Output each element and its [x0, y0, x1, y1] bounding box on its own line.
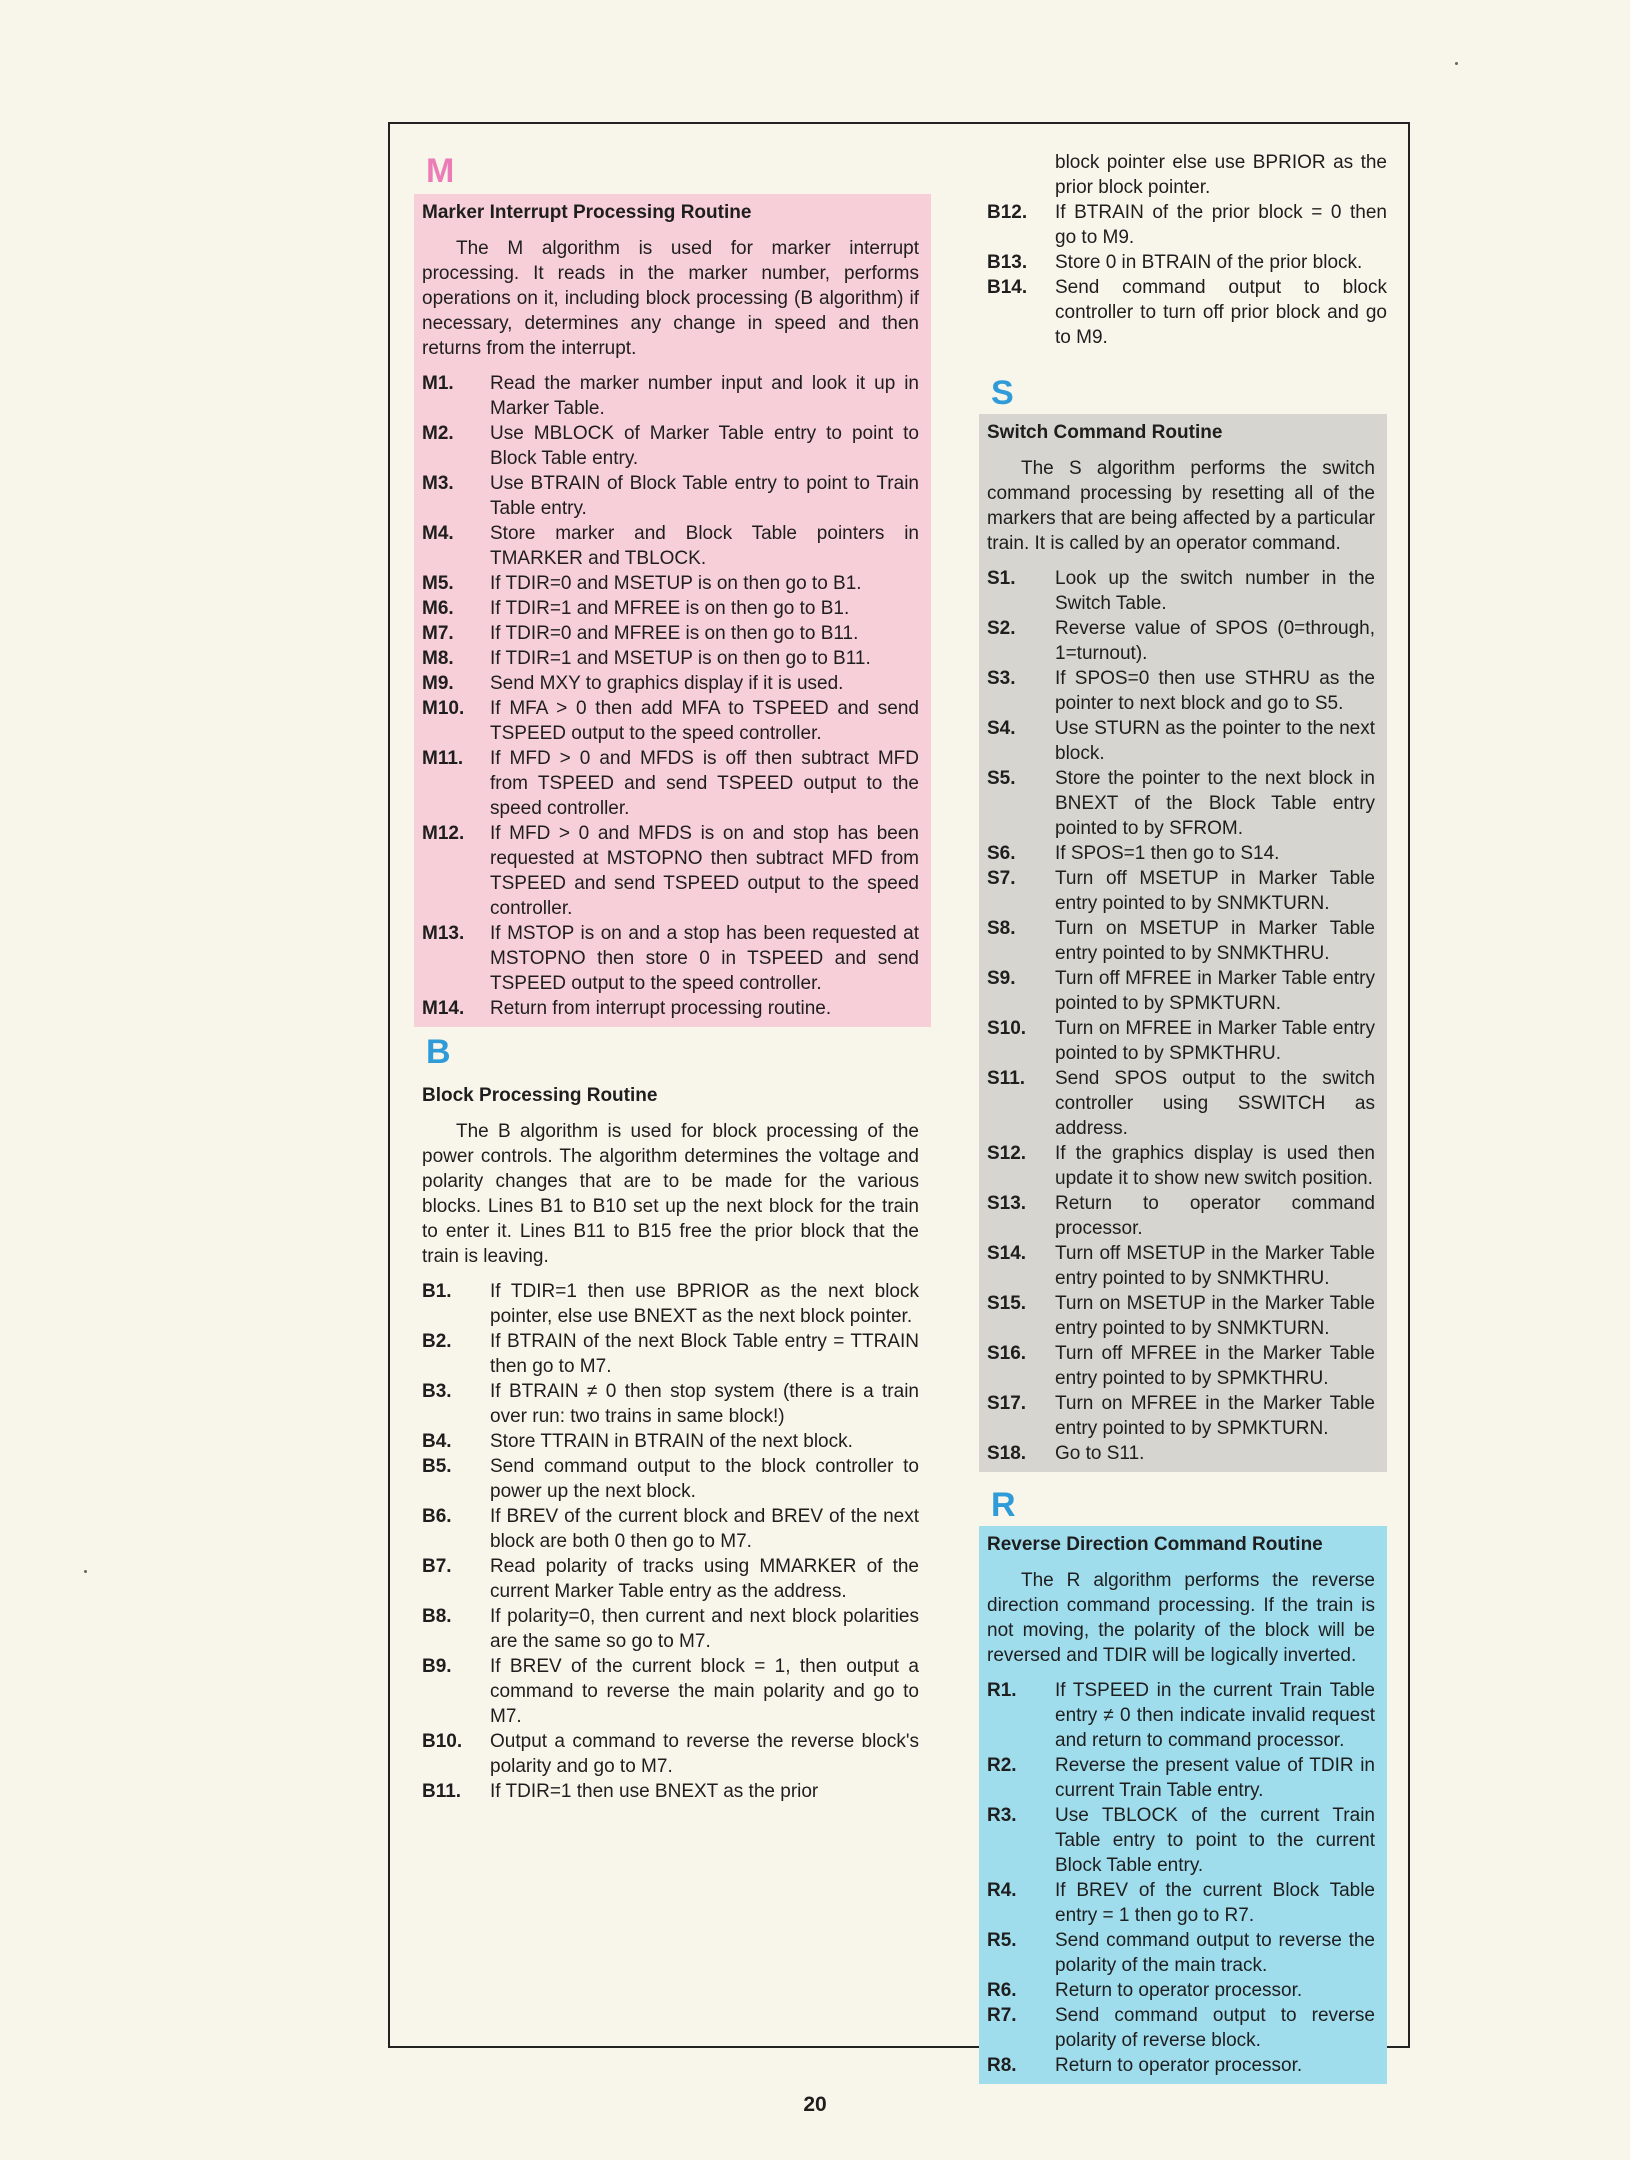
reverse-step-label: R7. [987, 2005, 1017, 2026]
block-step [422, 1504, 919, 1554]
switch-step [987, 666, 1375, 716]
switch-step-text: If SPOS=1 then go to S14. [1055, 843, 1280, 864]
reverse-direction-intro: The R algorithm performs the reverse direction command processing. If the train is not moving, the polarity of the block will be reversed and TDIR will be logically inverted. [987, 1570, 1375, 1666]
marker-step-label: M5. [422, 573, 454, 594]
switch-step [987, 1291, 1375, 1341]
left-column [422, 124, 931, 1810]
block-step-text: If polarity=0, then current and next block polarities are the same so go to M7. [490, 1606, 919, 1652]
reverse-step-label: R8. [987, 2055, 1017, 2076]
block-step [422, 1329, 919, 1379]
switch-step-label: S11. [987, 1068, 1026, 1089]
switch-step [987, 1066, 1375, 1141]
block-processing-heading: Block Processing Routine [422, 1085, 658, 1106]
reverse-direction-panel [979, 1526, 1387, 2084]
switch-step [987, 966, 1375, 1016]
block-step [422, 1654, 919, 1729]
block-step-label: B7. [422, 1556, 452, 1577]
switch-step-label: S16. [987, 1343, 1027, 1364]
block-step [422, 1379, 919, 1429]
marker-step-label: M7. [422, 623, 454, 644]
marker-step-label: M4. [422, 523, 454, 544]
block-steps-list [422, 1279, 919, 1804]
switch-step-label: S4. [987, 718, 1016, 739]
block-step-text: Send command output to block controller to turn off prior block and go to M9. [1055, 277, 1387, 348]
reverse-step [987, 1928, 1375, 1978]
switch-step-label: S6. [987, 843, 1016, 864]
paper-speck [84, 1570, 87, 1573]
marker-step [422, 521, 919, 571]
reverse-steps-list [987, 1678, 1375, 2078]
reverse-step-text: Reverse the present value of TDIR in current Train Table entry. [1055, 1755, 1375, 1801]
marker-step [422, 471, 919, 521]
marker-step-label: M10. [422, 698, 465, 719]
block-step [422, 1779, 919, 1804]
marker-step [422, 371, 919, 421]
marker-step-text: If TDIR=0 and MSETUP is on then go to B1. [490, 573, 862, 594]
block-step-label: B13. [987, 252, 1028, 273]
block-step-text: Send command output to the block controller to power up the next block. [490, 1456, 919, 1502]
switch-step [987, 616, 1375, 666]
marker-steps-list [422, 371, 919, 1021]
marker-step-text: If TDIR=1 and MFREE is on then go to B1. [490, 598, 850, 619]
marker-step [422, 996, 919, 1021]
switch-step-label: S3. [987, 668, 1016, 689]
reverse-step-label: R1. [987, 1680, 1017, 1701]
switch-step [987, 566, 1375, 616]
switch-step-text: Use STURN as the pointer to the next block. [1055, 718, 1375, 764]
marker-step-text: If MFD > 0 and MFDS is on and stop has been requested at MSTOPNO then subtract MFD from TSPEED and send TSPEED output to the speed controller. [490, 823, 919, 919]
switch-steps-list [987, 566, 1375, 1466]
switch-step-text: Turn off MSETUP in Marker Table entry pointed to by SNMKTURN. [1055, 868, 1375, 914]
block-step [422, 1604, 919, 1654]
switch-step [987, 916, 1375, 966]
block-step-b11-continued: block pointer else use BPRIOR as the prior block pointer. [1055, 152, 1387, 198]
section-letter-r: R [991, 1486, 1016, 1524]
reverse-step [987, 1978, 1375, 2003]
switch-step-text: Turn off MFREE in Marker Table entry pointed to by SPMKTURN. [1055, 968, 1375, 1014]
reverse-direction-heading: Reverse Direction Command Routine [987, 1534, 1323, 1555]
block-step [987, 275, 1387, 350]
block-step [422, 1554, 919, 1604]
marker-step-text: Store marker and Block Table pointers in TMARKER and TBLOCK. [490, 523, 919, 569]
block-step-text: If BTRAIN of the prior block = 0 then go to M9. [1055, 202, 1387, 248]
reverse-step-label: R5. [987, 1930, 1017, 1951]
switch-step [987, 1341, 1375, 1391]
switch-step-label: S9. [987, 968, 1016, 989]
block-step [422, 1454, 919, 1504]
marker-interrupt-heading: Marker Interrupt Processing Routine [422, 202, 752, 223]
block-step-label: B14. [987, 277, 1028, 298]
block-step-label: B8. [422, 1606, 452, 1627]
marker-interrupt-intro: The M algorithm is used for marker interrupt processing. It reads in the marker number, performs operations on it, including block processing (B algorithm) if necessary, determines any change in speed and then returns from the interrupt. [422, 238, 919, 359]
marker-step-label: M13. [422, 923, 465, 944]
switch-step [987, 766, 1375, 841]
marker-interrupt-panel [414, 194, 931, 1027]
block-step-label: B2. [422, 1331, 452, 1352]
switch-step [987, 1191, 1375, 1241]
block-step [987, 200, 1387, 250]
switch-command-heading: Switch Command Routine [987, 422, 1223, 443]
block-step-text: Read polarity of tracks using MMARKER of the current Marker Table entry as the address. [490, 1556, 919, 1602]
reverse-step-text: Return to operator processor. [1055, 1980, 1303, 2001]
block-step-text: Store TTRAIN in BTRAIN of the next block. [490, 1431, 853, 1452]
reverse-step [987, 1803, 1375, 1878]
reverse-step-label: R2. [987, 1755, 1017, 1776]
marker-step [422, 921, 919, 996]
block-step-text: Store 0 in BTRAIN of the prior block. [1055, 252, 1363, 273]
switch-step-label: S13. [987, 1193, 1027, 1214]
reverse-step-text: Return to operator processor. [1055, 2055, 1303, 2076]
marker-step [422, 646, 919, 671]
switch-step-text: Go to S11. [1055, 1443, 1145, 1464]
section-letter-b: B [426, 1033, 451, 1071]
marker-step [422, 746, 919, 821]
switch-step [987, 716, 1375, 766]
block-processing-intro: The B algorithm is used for block processing of the power controls. The algorithm determines the voltage and polarity changes that are to be made for the various blocks. Lines B1 to B10 set up the next block for the train to enter it. Lines B11 to B15 free the prior block that the train is leaving. [422, 1121, 919, 1267]
block-step [422, 1429, 919, 1454]
marker-step-text: If MFA > 0 then add MFA to TSPEED and send TSPEED output to the speed controller. [490, 698, 919, 744]
marker-step-label: M14. [422, 998, 465, 1019]
marker-step-label: M2. [422, 423, 454, 444]
reverse-step-text: If TSPEED in the current Train Table entry ≠ 0 then indicate invalid request and return to command processor. [1055, 1680, 1375, 1751]
switch-step-label: S1. [987, 568, 1016, 589]
switch-step-text: Store the pointer to the next block in BNEXT of the Block Table entry pointed to by SFROM. [1055, 768, 1375, 839]
block-step-text: If BTRAIN ≠ 0 then stop system (there is a train over run: two trains in same block!) [490, 1381, 919, 1427]
switch-step-text: Turn on MSETUP in Marker Table entry pointed to by SNMKTHRU. [1055, 918, 1375, 964]
reverse-step-text: Use TBLOCK of the current Train Table entry to point to the current Block Table entry. [1055, 1805, 1375, 1876]
block-step [422, 1729, 919, 1779]
switch-step-text: Turn on MFREE in the Marker Table entry pointed to by SPMKTURN. [1055, 1393, 1375, 1439]
switch-step-text: Send SPOS output to the switch controller using SSWITCH as address. [1055, 1068, 1375, 1139]
switch-step-text: Turn off MSETUP in the Marker Table entry pointed to by SNMKTHRU. [1055, 1243, 1375, 1289]
block-step-label: B9. [422, 1656, 452, 1677]
paper-speck [1455, 62, 1458, 65]
block-step-label: B4. [422, 1431, 452, 1452]
page-frame [388, 122, 1410, 2076]
right-column [987, 124, 1387, 2084]
block-processing-panel [422, 1077, 931, 1810]
marker-step-label: M8. [422, 648, 454, 669]
switch-step-text: If the graphics display is used then update it to show new switch position. [1055, 1143, 1375, 1189]
switch-step-label: S10. [987, 1018, 1027, 1039]
reverse-step-label: R6. [987, 1980, 1017, 2001]
marker-step-text: Send MXY to graphics display if it is used. [490, 673, 844, 694]
reverse-step [987, 1678, 1375, 1753]
block-steps-continued-list [987, 200, 1387, 350]
marker-step-text: Use MBLOCK of Marker Table entry to point to Block Table entry. [490, 423, 919, 469]
switch-step-label: S2. [987, 618, 1016, 639]
marker-step [422, 596, 919, 621]
switch-step-text: Reverse value of SPOS (0=through, 1=turnout). [1055, 618, 1375, 664]
switch-step [987, 1016, 1375, 1066]
reverse-step-text: Send command output to reverse polarity of reverse block. [1055, 2005, 1375, 2051]
switch-step [987, 1441, 1375, 1466]
marker-step [422, 821, 919, 921]
reverse-step-text: Send command output to reverse the polarity of the main track. [1055, 1930, 1375, 1976]
switch-step-label: S15. [987, 1293, 1027, 1314]
marker-step-text: If TDIR=0 and MFREE is on then go to B11. [490, 623, 859, 644]
section-letter-s: S [991, 374, 1014, 412]
marker-step-text: If MSTOP is on and a stop has been requested at MSTOPNO then store 0 in TSPEED and send TSPEED output to the speed controller. [490, 923, 919, 994]
reverse-step-text: If BREV of the current Block Table entry = 1 then go to R7. [1055, 1880, 1375, 1926]
switch-step [987, 1141, 1375, 1191]
block-step-label: B1. [422, 1281, 452, 1302]
switch-step-text: Look up the switch number in the Switch Table. [1055, 568, 1375, 614]
marker-step-label: M1. [422, 373, 454, 394]
block-step-text: If TDIR=1 then use BPRIOR as the next block pointer, else use BNEXT as the next block pointer. [490, 1281, 919, 1327]
switch-step-label: S7. [987, 868, 1016, 889]
reverse-step [987, 2053, 1375, 2078]
block-step-label: B3. [422, 1381, 452, 1402]
switch-step-text: Turn on MFREE in Marker Table entry pointed to by SPMKTHRU. [1055, 1018, 1375, 1064]
switch-step [987, 866, 1375, 916]
switch-step-label: S14. [987, 1243, 1027, 1264]
switch-step [987, 1391, 1375, 1441]
section-letter-m: M [426, 152, 455, 190]
switch-step-text: Turn on MSETUP in the Marker Table entry pointed to by SNMKTURN. [1055, 1293, 1375, 1339]
block-step-text: If BTRAIN of the next Block Table entry = TTRAIN then go to M7. [490, 1331, 919, 1377]
marker-step-label: M12. [422, 823, 465, 844]
marker-step-text: If MFD > 0 and MFDS is off then subtract MFD from TSPEED and send TSPEED output to the speed controller. [490, 748, 919, 819]
block-step-text: If BREV of the current block and BREV of the next block are both 0 then go to M7. [490, 1506, 919, 1552]
reverse-step [987, 1878, 1375, 1928]
reverse-step-label: R4. [987, 1880, 1017, 1901]
switch-step-label: S8. [987, 918, 1016, 939]
marker-step-text: If TDIR=1 and MSETUP is on then go to B11. [490, 648, 871, 669]
marker-step [422, 621, 919, 646]
block-step-text: Output a command to reverse the reverse block's polarity and go to M7. [490, 1731, 919, 1777]
switch-step-label: S5. [987, 768, 1016, 789]
switch-step-text: If SPOS=0 then use STHRU as the pointer to next block and go to S5. [1055, 668, 1375, 714]
block-step-label: B6. [422, 1506, 452, 1527]
switch-step [987, 841, 1375, 866]
marker-step-label: M6. [422, 598, 454, 619]
block-step [987, 250, 1387, 275]
switch-step [987, 1241, 1375, 1291]
marker-step-label: M11. [422, 748, 464, 769]
marker-step [422, 671, 919, 696]
reverse-step [987, 1753, 1375, 1803]
marker-step [422, 571, 919, 596]
switch-step-label: S17. [987, 1393, 1027, 1414]
marker-step [422, 696, 919, 746]
block-step-label: B10. [422, 1731, 463, 1752]
marker-step [422, 421, 919, 471]
switch-step-label: S18. [987, 1443, 1027, 1464]
block-step [422, 1279, 919, 1329]
block-step-text: If BREV of the current block = 1, then output a command to reverse the main polarity and go to M7. [490, 1656, 919, 1727]
marker-step-text: Return from interrupt processing routine. [490, 998, 832, 1019]
switch-step-text: Return to operator command processor. [1055, 1193, 1375, 1239]
block-step-label: B5. [422, 1456, 452, 1477]
reverse-step [987, 2003, 1375, 2053]
marker-step-label: M3. [422, 473, 454, 494]
block-step-label: B12. [987, 202, 1028, 223]
switch-step-text: Turn off MFREE in the Marker Table entry pointed to by SPMKTHRU. [1055, 1343, 1375, 1389]
marker-step-label: M9. [422, 673, 454, 694]
page-number: 20 [803, 2093, 827, 2116]
marker-step-text: Use BTRAIN of Block Table entry to point to Train Table entry. [490, 473, 919, 519]
switch-command-panel [979, 414, 1387, 1472]
switch-command-intro: The S algorithm performs the switch command processing by resetting all of the markers that are being affected by a particular train. It is called by an operator command. [987, 458, 1375, 554]
block-step-text: If TDIR=1 then use BNEXT as the prior [490, 1781, 819, 1802]
marker-step-text: Read the marker number input and look it up in Marker Table. [490, 373, 919, 419]
switch-step-label: S12. [987, 1143, 1027, 1164]
block-step-label: B11. [422, 1781, 462, 1802]
reverse-step-label: R3. [987, 1805, 1017, 1826]
